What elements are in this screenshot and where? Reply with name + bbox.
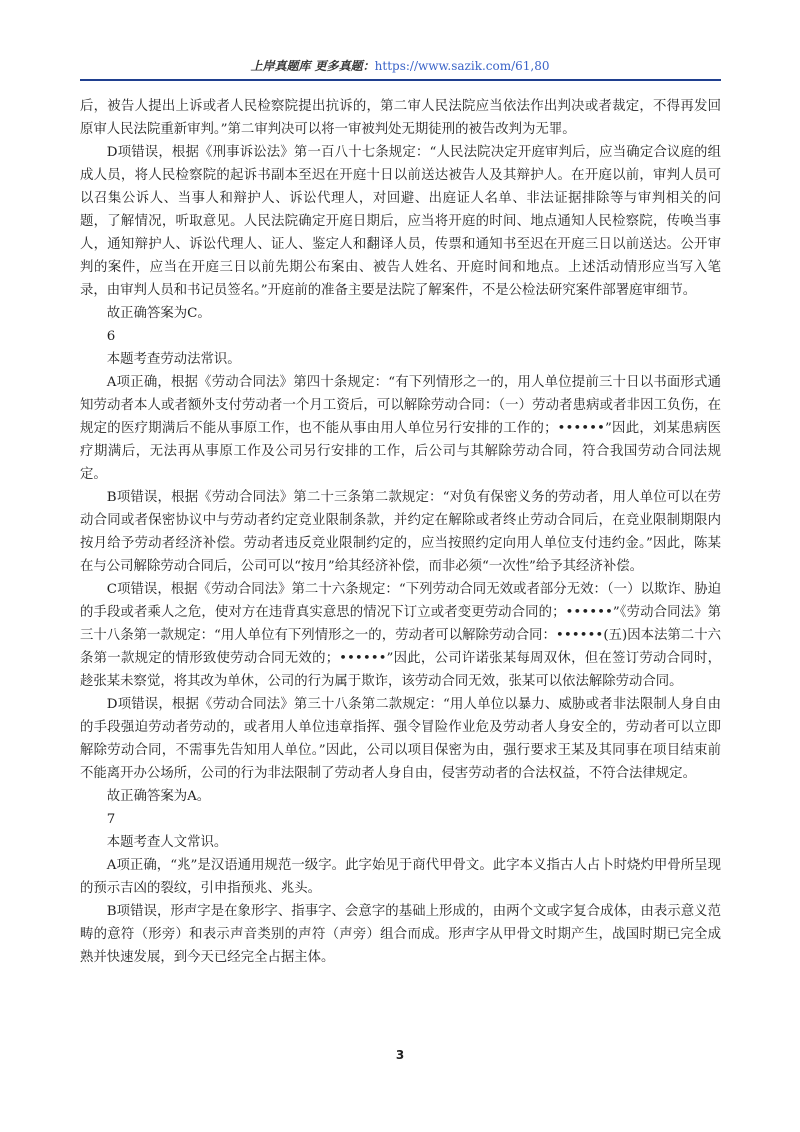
paragraph: 故正确答案为C。 [106,306,211,321]
paragraph: A项正确，根据《劳动合同法》第四十条规定：“有下列情形之一的，用人单位提前三十日以书面形式通知劳动者本人或者额外支付劳动者一个月工资后，可以解除劳动合同：（一）劳动者患病或者非因工负伤，在规定的医疗期满后不能从事原工作，也不能从事由用人单位另行安排的工作的；••••••”因此，刘某患病医疗期满后，无法再从事原工作及公司另行安排的工作，后公司与其解除劳动合同，符合我国劳动合同法规定。 [80,375,721,482]
paragraph: C项错误，根据《劳动合同法》第二十六条规定：“下列劳动合同无效或者部分无效：（一）以欺诈、胁迫的手段或者乘人之危，使对方在违背真实意思的情况下订立或者变更劳动合同的；••••••”《劳动合同法》第三十八条第一款规定：“用人单位有下列情形之一的，劳动者可以解除劳动合同：••••••(五)因本法第二十六条第一款规定的情形致使劳动合同无效的；••••••”因此，公司许诺张某每周双休，但在签订劳动合同时，趁张某未察觉，将其改为单休，公司的行为属于欺诈，该劳动合同无效，张某可以依法解除劳动合同。 [80,582,721,689]
header-label: 上岸真题库 更多真题： [250,59,375,73]
paragraph: 本题考查劳动法常识。 [106,352,241,367]
header-divider [80,79,721,81]
paragraph: D项错误，根据《刑事诉讼法》第一百八十七条规定：“人民法院决定开庭审判后，应当确定合议庭的组成人员，将人民检察院的起诉书副本至迟在开庭十日以前送达被告人及其辩护人。在开庭以前，审判人员可以召集公诉人、当事人和辩护人、诉讼代理人，对回避、出庭证人名单、非法证据排除等与审判相关的问题，了解情况，听取意见。人民法院确定开庭日期后，应当将开庭的时间、地点通知人民检察院，传唤当事人，通知辩护人、诉讼代理人、证人、鉴定人和翻译人员，传票和通知书至迟在开庭三日以前送达。公开审判的案件，应当在开庭三日以前先期公布案由、被告人姓名、开庭时间和地点。上述活动情形应当写入笔录，由审判人员和书记员签名。”开庭前的准备主要是法院了解案件，不是公检法研究案件部署庭审细节。 [80,145,721,298]
paragraph: B项错误，形声字是在象形字、指事字、会意字的基础上形成的，由两个文或字复合成体，由表示意义范畴的意符（形旁）和表示声音类别的声符（声旁）组合而成。形声字从甲骨文时期产生，战国时期已完全成熟并快速发展，到今天已经完全占据主体。 [80,904,721,965]
paragraph: 6 [106,329,116,344]
paragraph: 7 [106,812,116,827]
header-link[interactable]: https://www.sazik.com/61,80 [374,59,550,73]
page-number: 3 [395,1048,405,1062]
paragraph: B项错误，根据《劳动合同法》第二十三条第二款规定：“对负有保密义务的劳动者，用人单位可以在劳动合同或者保密协议中与劳动者约定竞业限制条款，并约定在解除或者终止劳动合同后，在竞业限制期限内按月给予劳动者经济补偿。劳动者违反竞业限制约定的，应当按照约定向用人单位支付违约金。”因此，陈某在与公司解除劳动合同后，公司可以“按月”给其经济补偿，而非必须“一次性”给予其经济补偿。 [80,490,721,574]
document-body [80,95,721,969]
paragraph: 故正确答案为A。 [106,789,211,804]
paragraph: D项错误，根据《劳动合同法》第三十八条第二款规定：“用人单位以暴力、威胁或者非法限制人身自由的手段强迫劳动者劳动的，或者用人单位违章指挥、强令冒险作业危及劳动者人身安全的，劳动者可以立即解除劳动合同，不需事先告知用人单位。”因此，公司以项目保密为由，强行要求王某及其同事在项目结束前不能离开办公场所，公司的行为非法限制了劳动者人身自由，侵害劳动者的合法权益，不符合法律规定。 [80,697,721,781]
paragraph: 本题考查人文常识。 [106,835,228,850]
paragraph: 后，被告人提出上诉或者人民检察院提出抗诉的，第二审人民法院应当依法作出判决或者裁定，不得再发回原审人民法院重新审判。”第二审判决可以将一审被判处无期徒刑的被告改判为无罪。 [80,99,721,137]
paragraph: A项正确，“兆”是汉语通用规范一级字。此字始见于商代甲骨文。此字本义指古人占卜时烧灼甲骨所呈现的预示吉凶的裂纹，引申指预兆、兆头。 [80,858,721,896]
page-header [80,57,720,77]
